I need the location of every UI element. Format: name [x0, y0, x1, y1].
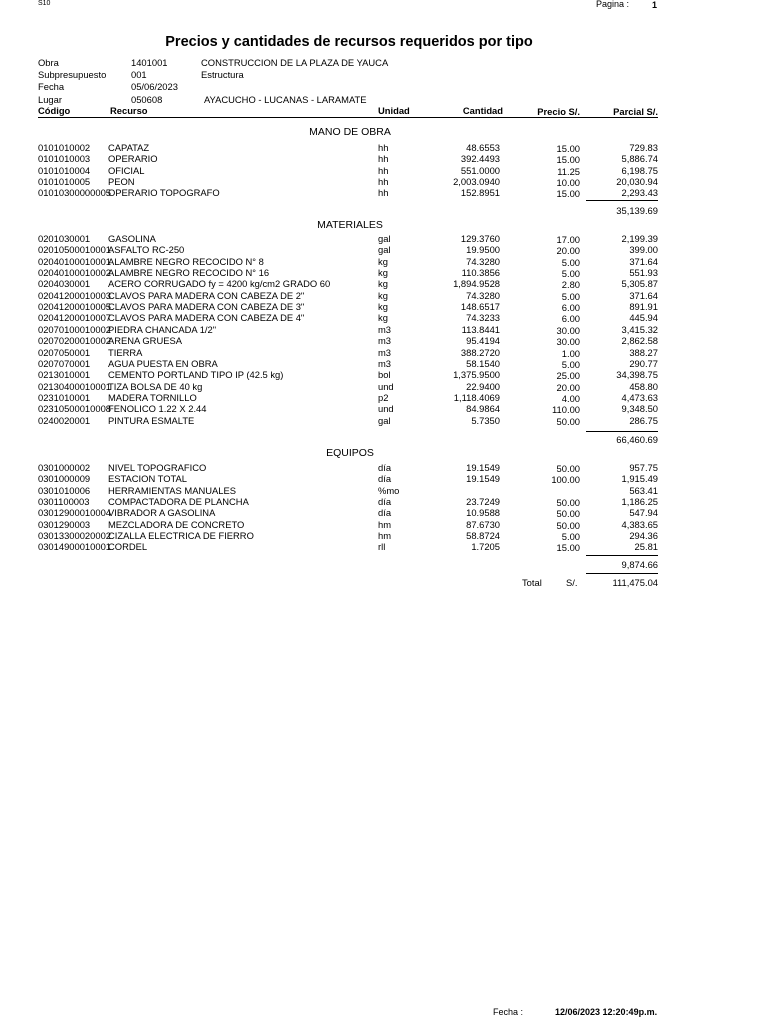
row-quantity: 1,375.9500: [453, 369, 500, 381]
row-unit: kg: [378, 267, 388, 279]
row-unit: %mo: [378, 484, 400, 496]
row-code: 02070200010002: [38, 335, 111, 347]
page-number: 1: [652, 0, 658, 10]
obra-name: CONSTRUCCION DE LA PLAZA DE YAUCA: [201, 57, 389, 68]
row-code: 0101010002: [38, 142, 91, 153]
row-resource: NIVEL TOPOGRAFICO: [108, 462, 207, 473]
row-partial: 5,305.87: [621, 278, 658, 290]
row-unit: hm: [378, 518, 392, 530]
table-row: [0, 519, 768, 530]
row-unit: hm: [378, 530, 392, 542]
row-partial: 34,398.75: [616, 369, 658, 381]
row-quantity: 22.9400: [466, 380, 500, 392]
row-code: 0301000002: [38, 462, 91, 473]
table-row: [0, 403, 768, 414]
table-row: [0, 358, 768, 369]
row-quantity: 1.7205: [471, 541, 500, 553]
row-quantity: 1,118.4069: [453, 391, 500, 403]
row-partial: 286.75: [629, 414, 658, 426]
row-unit: kg: [378, 289, 388, 301]
fecha-value: 05/06/2023: [131, 81, 178, 92]
row-code: 0240020001: [38, 414, 91, 426]
row-quantity: 129.3760: [460, 233, 500, 244]
footer-fecha-label: Fecha :: [493, 1007, 524, 1017]
row-resource: OPERARIO: [108, 153, 158, 165]
table-row: [0, 415, 768, 426]
row-price: 50.00: [556, 497, 580, 509]
row-unit: m3: [378, 335, 392, 347]
row-quantity: 110.3856: [461, 267, 500, 279]
obra-code: 1401001: [131, 57, 168, 68]
row-quantity: 392.4493: [460, 153, 500, 165]
row-partial: 2,862.58: [621, 335, 658, 347]
row-price: 20.00: [556, 381, 580, 393]
row-code: 0301000009: [38, 473, 91, 485]
subpresupuesto-label: Subpresupuesto: [38, 69, 107, 80]
table-row: [0, 176, 768, 187]
section-title: MATERIALES: [317, 219, 383, 231]
row-resource: ASFALTO RC-250: [108, 244, 185, 256]
row-quantity: 10.9588: [466, 507, 500, 519]
row-resource: MADERA TORNILLO: [108, 391, 197, 403]
table-row: [0, 301, 768, 312]
section-subtotal: 66,460.69: [616, 434, 658, 445]
table-row: [0, 507, 768, 518]
subtotal-divider: [586, 431, 658, 432]
row-resource: ESTACION TOTAL: [108, 473, 188, 485]
row-resource: ALAMBRE NEGRO RECOCIDO N° 16: [108, 267, 270, 279]
row-quantity: 58.8724: [466, 530, 500, 542]
row-quantity: 5.7350: [471, 414, 500, 426]
col-codigo: Código: [38, 105, 71, 116]
row-price: 5.00: [561, 358, 580, 370]
row-code: 02041200010007: [38, 312, 111, 324]
total-currency: S/.: [566, 577, 578, 588]
row-resource: TIERRA: [108, 346, 143, 358]
row-resource: AGUA PUESTA EN OBRA: [108, 357, 218, 369]
row-code: 02310500010008: [38, 403, 111, 415]
row-price: 110.00: [552, 404, 580, 416]
row-price: 25.00: [556, 370, 580, 382]
row-resource: PIEDRA CHANCADA 1/2": [108, 323, 217, 335]
row-price: 5.00: [561, 268, 580, 280]
row-code: 02041200010003: [38, 289, 111, 301]
table-row: [0, 256, 768, 267]
row-resource: GASOLINA: [108, 233, 156, 244]
row-code: 0101010004: [38, 164, 91, 176]
row-unit: m3: [378, 346, 392, 358]
row-price: 15.00: [556, 542, 580, 554]
subpresupuesto-name: Estructura: [201, 69, 244, 80]
table-row: [0, 290, 768, 301]
row-resource: CLAVOS PARA MADERA CON CABEZA DE 4": [108, 312, 305, 324]
row-quantity: 148.6517: [460, 301, 500, 313]
software-label: S10: [38, 0, 51, 7]
col-cantidad: Cantidad: [462, 105, 503, 116]
row-partial: 388.27: [629, 346, 658, 358]
table-row: [0, 530, 768, 541]
row-resource: CEMENTO PORTLAND TIPO IP (42.5 kg): [108, 369, 284, 381]
row-price: 50.00: [556, 508, 580, 520]
row-price: 20.00: [556, 245, 580, 257]
subtotal-divider: [586, 200, 658, 201]
col-recurso: Recurso: [110, 105, 148, 116]
table-row: [0, 369, 768, 380]
row-partial: 547.94: [629, 507, 658, 519]
row-partial: 5,886.74: [621, 153, 658, 165]
col-parcial: Parcial S/.: [613, 106, 658, 117]
row-code: 0204030001: [38, 278, 91, 290]
row-price: 6.00: [561, 302, 580, 314]
row-price: 5.00: [561, 256, 580, 268]
page-title: Precios y cantidades de recursos requeridos por tipo: [165, 34, 533, 50]
row-unit: gal: [378, 233, 391, 244]
row-code: 0301100003: [38, 496, 90, 508]
lugar-label: Lugar: [38, 94, 62, 105]
row-price: 11.25: [557, 165, 580, 177]
row-code: 02010500010001: [38, 244, 111, 256]
fecha-label: Fecha: [38, 81, 65, 92]
row-partial: 729.83: [629, 142, 658, 153]
row-code: 0101010003: [38, 153, 91, 165]
col-precio: Precio S/.: [537, 106, 580, 117]
table-row: [0, 267, 768, 278]
table-row: [0, 462, 768, 473]
row-partial: 399.00: [629, 244, 658, 256]
subpresupuesto-code: 001: [131, 69, 147, 80]
row-code: 02040100010001: [38, 255, 111, 267]
row-code: 02040100010002: [38, 267, 111, 279]
row-partial: 3,415.32: [621, 323, 658, 335]
section-subtotal: 35,139.69: [616, 205, 658, 216]
row-price: 15.00: [556, 143, 580, 154]
obra-label: Obra: [38, 57, 59, 68]
row-code: 0301290003: [38, 518, 91, 530]
row-quantity: 74.3280: [466, 255, 500, 267]
row-resource: OPERARIO TOPOGRAFO: [108, 187, 220, 199]
row-partial: 4,383.65: [621, 518, 658, 530]
table-row: [0, 473, 768, 484]
row-unit: kg: [378, 301, 388, 313]
row-resource: VIBRADOR A GASOLINA: [108, 507, 216, 519]
row-unit: día: [378, 473, 392, 485]
table-row: [0, 541, 768, 552]
row-quantity: 58.1540: [466, 357, 500, 369]
row-partial: 9,348.50: [621, 403, 658, 415]
table-row: [0, 392, 768, 403]
row-unit: m3: [378, 357, 392, 369]
row-partial: 957.75: [629, 462, 658, 473]
row-price: 2.80: [561, 279, 580, 291]
row-code: 02070100010002: [38, 323, 111, 335]
row-quantity: 152.8951: [460, 187, 500, 199]
row-code: 0207070001: [38, 357, 91, 369]
row-partial: 458.80: [629, 380, 658, 392]
row-quantity: 23.7249: [466, 496, 500, 508]
row-quantity: 388.2720: [460, 346, 500, 358]
row-price: 30.00: [556, 336, 580, 348]
row-resource: FENOLICO 1.22 X 2.44: [108, 403, 207, 415]
table-row: [0, 347, 768, 358]
table-row: [0, 485, 768, 496]
row-unit: hh: [378, 187, 389, 199]
row-partial: 551.93: [629, 267, 658, 279]
table-row: [0, 312, 768, 323]
row-quantity: 19.1549: [466, 473, 500, 485]
table-row: [0, 142, 768, 153]
table-row: [0, 335, 768, 346]
total-divider: [586, 573, 658, 574]
row-code: 0301010006: [38, 484, 91, 496]
row-price: 6.00: [561, 313, 580, 325]
row-partial: 25.81: [634, 541, 658, 553]
subtotal-divider: [586, 555, 658, 556]
row-unit: hh: [378, 153, 389, 165]
table-row: [0, 165, 768, 176]
row-unit: und: [378, 380, 394, 392]
row-resource: CIZALLA ELECTRICA DE FIERRO: [108, 530, 254, 542]
row-resource: CAPATAZ: [108, 142, 150, 153]
section-subtotal: 9,874.66: [621, 559, 658, 570]
row-unit: bol: [378, 369, 391, 381]
row-code: 02041200010005: [38, 301, 111, 313]
row-quantity: 95.4194: [466, 335, 500, 347]
page-label: Pagina :: [596, 0, 630, 9]
row-unit: m3: [378, 323, 392, 335]
row-price: 15.00: [556, 154, 580, 166]
row-price: 1.00: [561, 347, 580, 359]
row-code: 0213010001: [38, 369, 91, 381]
row-price: 100.00: [551, 474, 580, 486]
row-partial: 294.36: [629, 530, 658, 542]
row-quantity: 551.0000: [460, 164, 500, 176]
row-quantity: 113.8441: [461, 323, 500, 335]
table-row: [0, 278, 768, 289]
row-code: 0207050001: [38, 346, 91, 358]
row-resource: ARENA GRUESA: [108, 335, 182, 347]
row-partial: 371.64: [629, 289, 658, 301]
row-code: 0231010001: [38, 391, 91, 403]
lugar-code: 050608: [131, 94, 163, 105]
row-code: 03012900010004: [38, 507, 111, 519]
total-value: 111,475.04: [612, 577, 658, 588]
row-unit: und: [378, 403, 394, 415]
row-price: 50.00: [556, 463, 580, 474]
row-price: 5.00: [561, 531, 580, 543]
row-partial: 6,198.75: [621, 164, 658, 176]
row-code: 03013300020002: [38, 530, 111, 542]
row-price: 4.00: [561, 392, 580, 404]
row-partial: 1,915.49: [621, 473, 658, 485]
row-partial: 4,473.63: [621, 391, 658, 403]
row-resource: PEON: [108, 176, 135, 188]
col-unidad: Unidad: [378, 105, 410, 116]
row-unit: p2: [378, 391, 389, 403]
row-price: 50.00: [556, 519, 580, 531]
row-unit: kg: [378, 312, 388, 324]
row-partial: 1,186.25: [621, 496, 658, 508]
row-partial: 445.94: [629, 312, 658, 324]
row-quantity: 48.6553: [466, 142, 500, 153]
row-unit: kg: [378, 278, 388, 290]
row-resource: HERRAMIENTAS MANUALES: [108, 484, 236, 496]
table-row: [0, 496, 768, 507]
row-quantity: 87.6730: [466, 518, 500, 530]
table-row: [0, 153, 768, 164]
total-label: Total: [522, 577, 542, 588]
row-quantity: 19.9500: [466, 244, 500, 256]
row-code: 01010300000005: [38, 187, 111, 199]
table-row: [0, 187, 768, 198]
row-partial: 371.64: [629, 255, 658, 267]
row-partial: 2,199.39: [621, 233, 658, 244]
row-price: 30.00: [556, 324, 580, 336]
row-resource: ACERO CORRUGADO fy = 4200 kg/cm2 GRADO 60: [108, 278, 331, 290]
row-quantity: 19.1549: [466, 462, 500, 473]
header-divider: [38, 117, 658, 118]
row-price: 50.00: [556, 415, 580, 427]
row-unit: día: [378, 462, 392, 473]
row-price: 10.00: [556, 177, 580, 189]
row-resource: PINTURA ESMALTE: [108, 414, 195, 426]
row-code: 03014900010001: [38, 541, 111, 553]
row-partial: 891.91: [629, 301, 658, 313]
lugar-name: AYACUCHO - LUCANAS - LARAMATE: [204, 94, 367, 105]
row-resource: COMPACTADORA DE PLANCHA: [108, 496, 249, 508]
row-resource: CLAVOS PARA MADERA CON CABEZA DE 2": [108, 289, 305, 301]
row-resource: MEZCLADORA DE CONCRETO: [108, 518, 245, 530]
row-quantity: 74.3280: [466, 289, 500, 301]
footer-fecha-value: 12/06/2023 12:20:49p.m.: [555, 1007, 658, 1017]
row-unit: día: [378, 507, 392, 519]
table-row: [0, 324, 768, 335]
row-quantity: 84.9864: [466, 403, 500, 415]
row-price: 15.00: [556, 188, 580, 200]
table-row: [0, 233, 768, 244]
row-quantity: 1,894.9528: [453, 278, 500, 290]
row-unit: hh: [378, 142, 389, 153]
row-resource: TIZA BOLSA DE 40 kg: [108, 380, 203, 392]
row-unit: hh: [378, 164, 389, 176]
row-code: 02130400010001: [38, 380, 111, 392]
section-title: EQUIPOS: [326, 447, 374, 459]
table-row: [0, 381, 768, 392]
row-partial: 563.41: [629, 484, 658, 496]
row-price: 5.00: [561, 290, 580, 302]
row-partial: 2,293.43: [621, 187, 658, 199]
section-title: MANO DE OBRA: [309, 126, 391, 138]
row-resource: ALAMBRE NEGRO RECOCIDO N° 8: [108, 255, 264, 267]
row-code: 0101010005: [38, 176, 91, 188]
row-unit: hh: [378, 176, 389, 188]
row-resource: CLAVOS PARA MADERA CON CABEZA DE 3": [108, 301, 305, 313]
row-resource: CORDEL: [108, 541, 148, 553]
row-code: 0201030001: [38, 233, 91, 244]
row-partial: 20,030.94: [616, 176, 658, 188]
row-partial: 290.77: [629, 357, 658, 369]
row-quantity: 2,003.0940: [453, 176, 500, 188]
row-unit: gal: [378, 414, 391, 426]
row-unit: gal: [378, 244, 391, 256]
row-resource: OFICIAL: [108, 164, 145, 176]
row-quantity: 74.3233: [466, 312, 500, 324]
row-unit: día: [378, 496, 392, 508]
row-unit: kg: [378, 255, 388, 267]
row-price: 17.00: [556, 234, 580, 245]
table-row: [0, 244, 768, 255]
row-unit: rll: [378, 541, 386, 553]
